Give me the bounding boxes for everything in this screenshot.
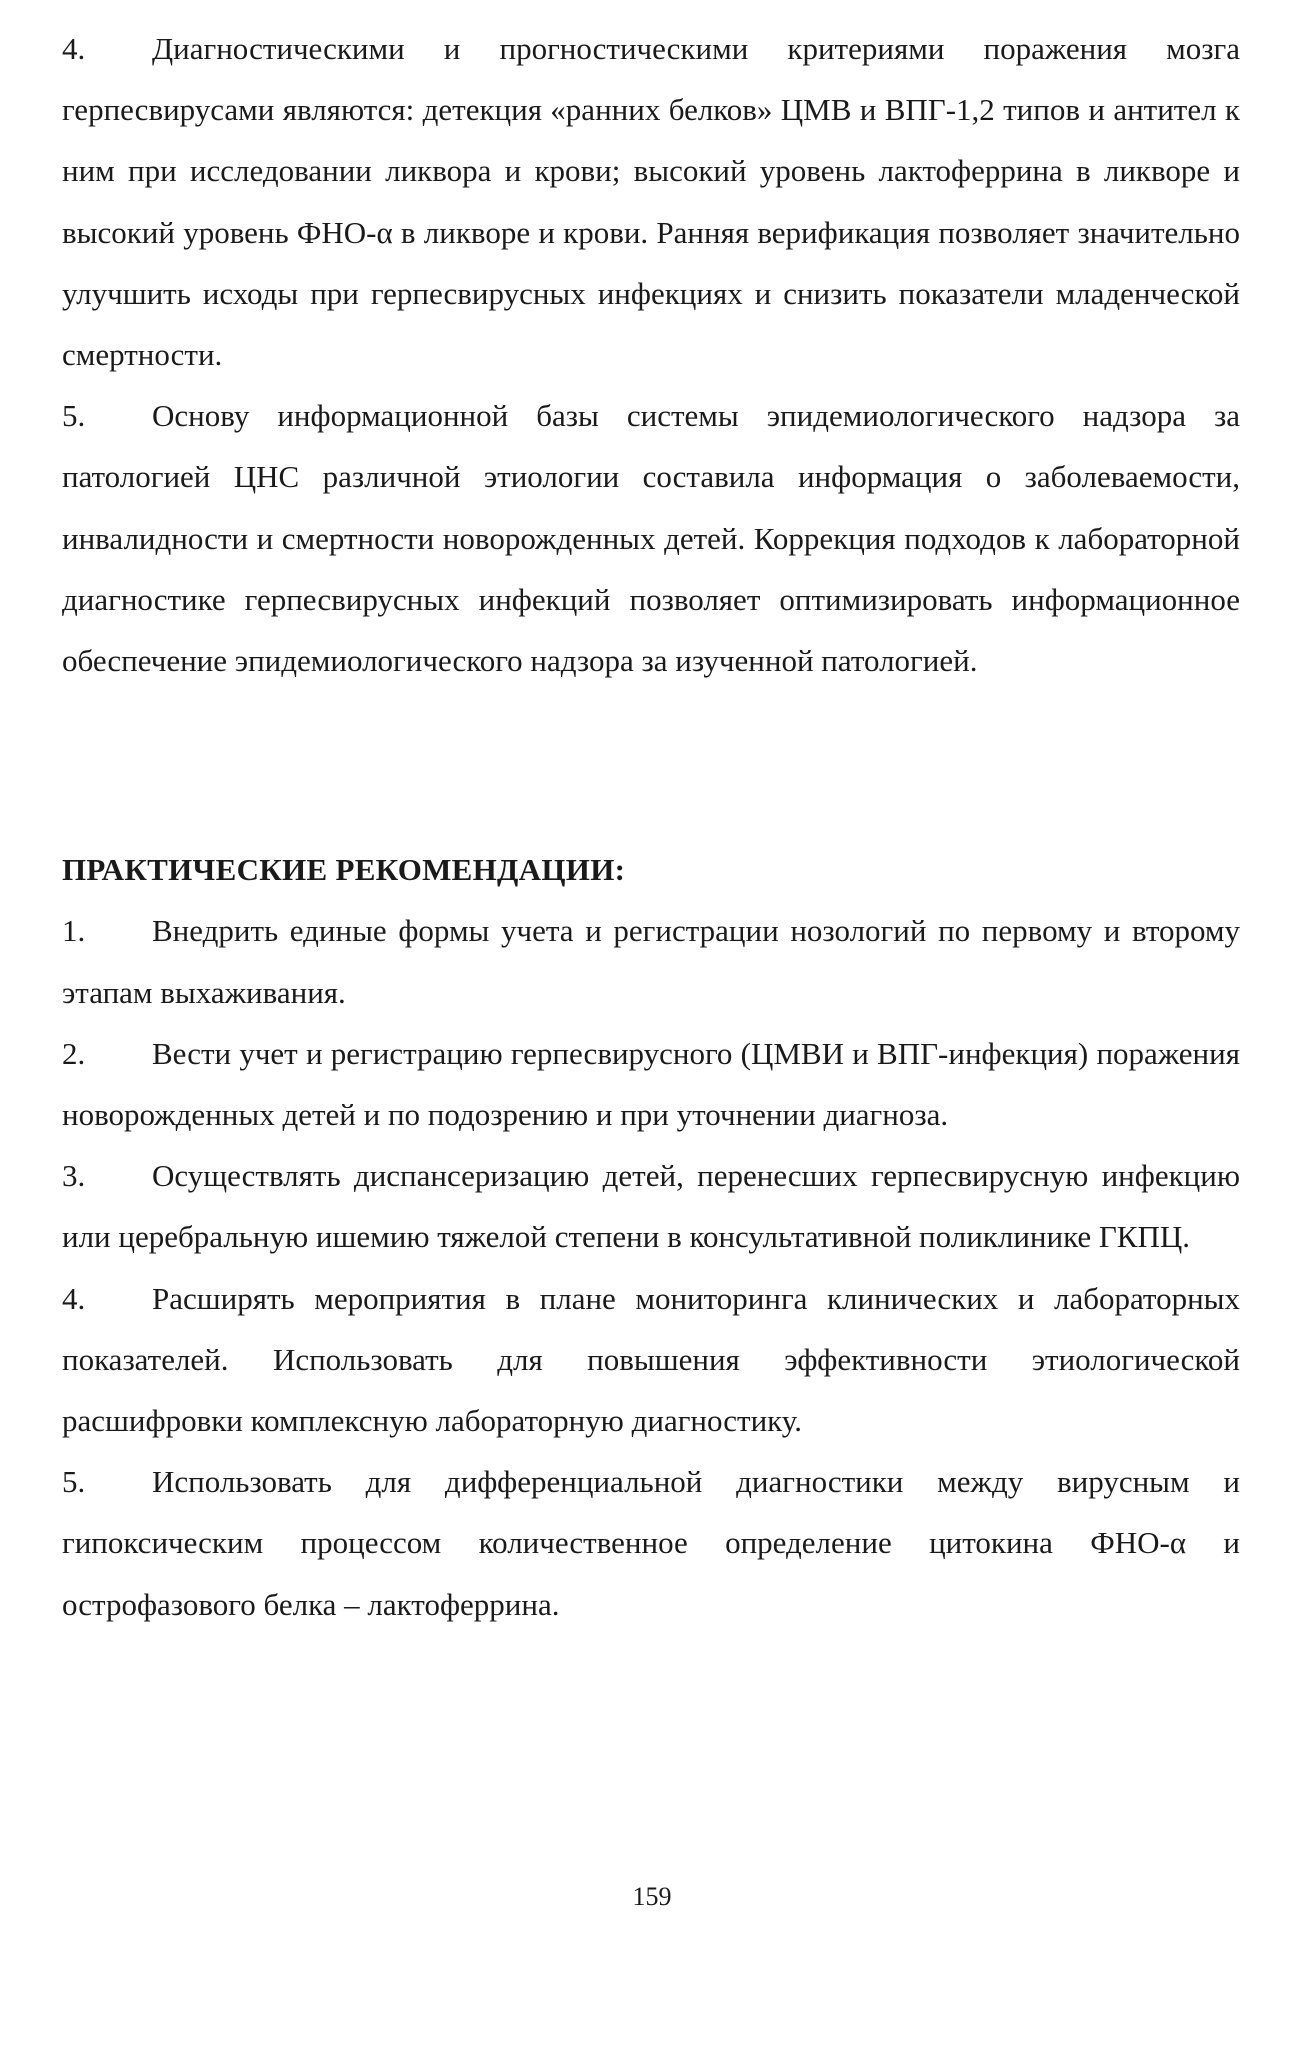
item-number: 4. [62,1280,86,1316]
page-number: 159 [632,1882,672,1911]
item-text: Расширять мероприятия в плане мониторинга клинических и лабораторных показателей. Использовать для повышения эффективности этиологической расшифровки комплексную лабораторную диагностику. [62,1280,1240,1439]
item-number: 5. [62,398,86,434]
recommendation-item [62,900,1240,1022]
recommendation-item [62,1023,1240,1145]
item-number: 4. [62,31,86,66]
item-number: 5. [62,1464,86,1500]
item-text: Диагностическими и прогностическими критериями поражения мозга герпесвирусами являются: детекция «ранних белков» ЦМВ и ВПГ-1,2 типов и антител к ним при исследовании ликвора и крови; высокий уровень лактоферрина в ликворе и высокий уровень ФНО-α в ликворе и крови. Ранняя верификация позволяет значительно улучшить исходы при герпесвирусных инфекциях и снизить показатели младенческой смертности. [62,31,1240,373]
item-text: Основу информационной базы системы эпидемиологического надзора за патологией ЦНС различной этиологии составила информация о заболеваемости, инвалидности и смертности новорожденных детей. Коррекция подходов к лабораторной диагностике герпесвирусных инфекций позволяет оптимизировать информационное обеспечение эпидемиологического надзора за изученной патологией. [62,398,1240,679]
recommendation-item [62,1268,1240,1452]
item-text: Внедрить единые формы учета и регистрации нозологий по первому и второму этапам выхаживания. [62,913,1240,1010]
item-text: Вести учет и регистрацию герпесвирусного (ЦМВИ и ВПГ-инфекция) поражения новорожденных детей и по подозрению и при уточнении диагноза. [62,1035,1240,1133]
item-text: Использовать для дифференциальной диагностики между вирусным и гипоксическим процессом количественное определение цитокина ФНО-α и острофазового белка – лактоферрина. [62,1464,1240,1622]
recommendations-heading: ПРАКТИЧЕСКИЕ РЕКОМЕНДАЦИИ: [62,852,626,888]
item-number: 3. [62,1158,86,1194]
conclusion-item [62,18,1240,385]
document-page [62,18,1240,1635]
recommendation-item [62,1145,1240,1267]
recommendation-item [62,1451,1240,1635]
item-number: 2. [62,1035,86,1071]
item-text: Осуществлять диспансеризацию детей, перенесших герпесвирусную инфекцию или церебральную ишемию тяжелой степени в консультативной поликлинике ГКПЦ. [62,1158,1240,1255]
item-number: 1. [62,913,86,949]
conclusion-item [62,385,1240,691]
section-gap [62,691,1240,839]
